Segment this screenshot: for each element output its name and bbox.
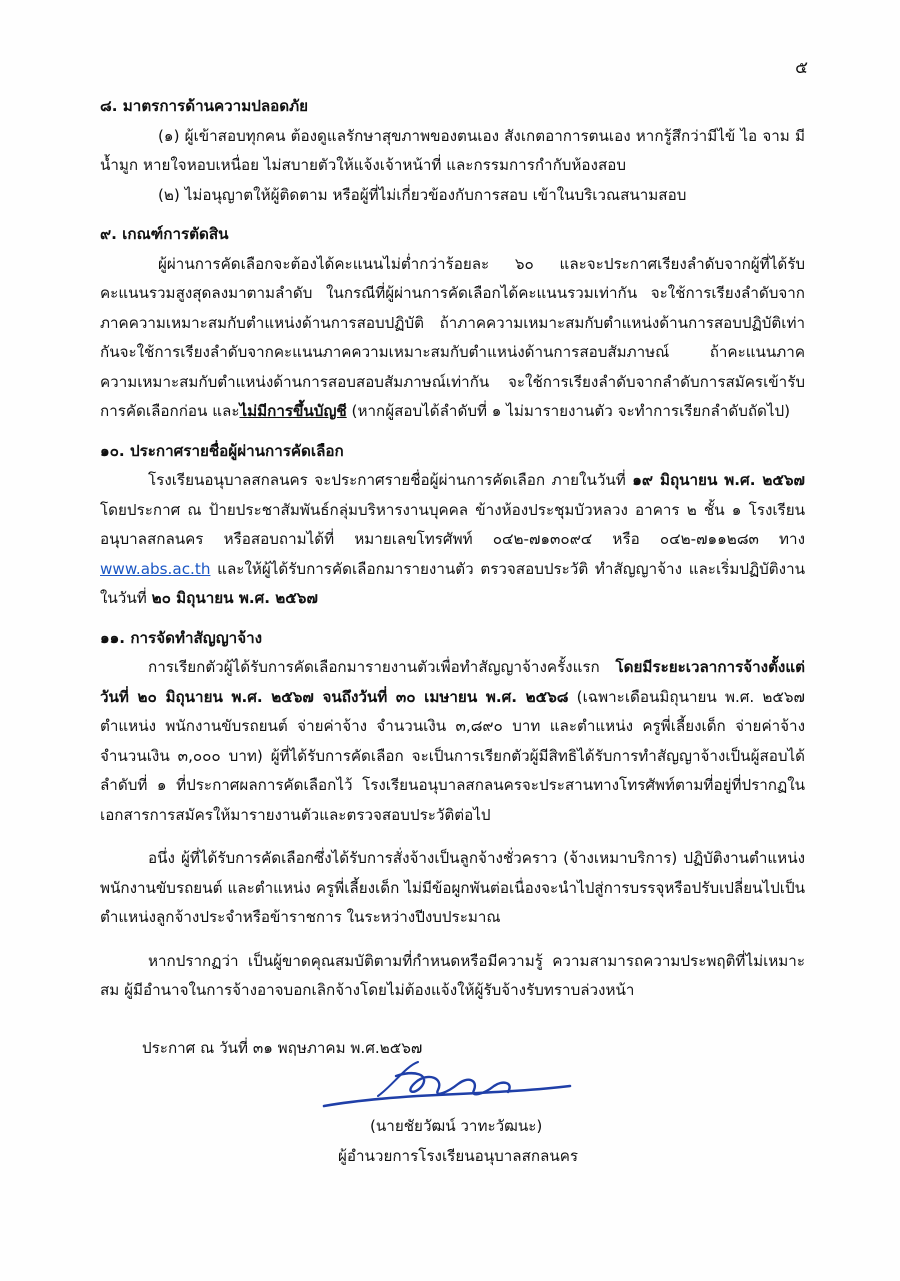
section-9-paragraph bbox=[100, 250, 805, 427]
section-10-text-d: และให้ผู้ได้รับการคัดเลือกมารายงานตัว ตรวจสอบประวัติ ทำสัญญาจ้าง และเริ่มปฏิบัติงานในวันที่ bbox=[100, 559, 805, 607]
page-number: ๕ bbox=[795, 58, 808, 78]
section-11-paragraph-3: หากปรากฏว่า เป็นผู้ขาดคุณสมบัติตามที่กำหนดหรือมีความรู้ ความสามารถความประพฤติที่ไม่เหมาะสม ผู้มีอำนาจในการจ้างอาจบอกเลิกจ้างโดยไม่ต้องแจ้งให้ผู้รับจ้างรับทราบล่วงหน้า bbox=[100, 951, 805, 999]
section-11-heading: ๑๑. การจัดทำสัญญาจ้าง bbox=[100, 628, 263, 647]
section-11-paragraph-2: อนึ่ง ผู้ที่ได้รับการคัดเลือกซึ่งได้รับการสั่งจ้างเป็นลูกจ้างชั่วคราว (จ้างเหมาบริการ) ปฏิบัติงานตำแหน่ง พนักงานขับรถยนต์ และตำแหน่ง ครูพี่เลี้ยงเด็ก ไม่มีข้อผูกพันต่อเนื่องจะนำไปสู่การบรรจุหรือปรับเปลี่ยนไปเป็นตำแหน่งลูกจ้างประจำหรือข้าราชการ ในระหว่างปีงบประมาณ bbox=[100, 849, 805, 926]
section-8-item-1: (๑) ผู้เข้าสอบทุกคน ต้องดูแลรักษาสุขภาพของตนเอง สังเกตอาการตนเอง หากรู้สึกว่ามีไข้ ไอ จาม มีน้ำมูก หายใจหอบเหนื่อย ไม่สบายตัวให้แจ้งเจ้าหน้าที่ และกรรมการกำกับห้องสอบ bbox=[100, 126, 805, 174]
signature-image bbox=[318, 1056, 578, 1120]
section-10-text-a: โรงเรียนอนุบาลสกลนคร จะประกาศรายชื่อผู้ผ่านการคัดเลือก ภายในวันที่ bbox=[148, 471, 633, 489]
document-body bbox=[100, 92, 805, 1063]
section-10-paragraph bbox=[100, 466, 805, 614]
section-10-heading: ๑๐. ประกาศรายชื่อผู้ผ่านการคัดเลือก bbox=[100, 441, 344, 460]
announcement-date: ประกาศ ณ วันที่ ๓๑ พฤษภาคม พ.ศ.๒๕๖๗ bbox=[142, 1038, 423, 1057]
signer-title: ผู้อำนวยการโรงเรียนอนุบาลสกลนคร bbox=[338, 1147, 579, 1165]
section-9-text-tail: (หากผู้สอบได้ลำดับที่ ๑ ไม่มารายงานตัว จะทำการเรียกลำดับถัดไป) bbox=[346, 402, 791, 420]
section-8-item-2: (๒) ไม่อนุญาตให้ผู้ติดตาม หรือผู้ที่ไม่เกี่ยวข้องกับการสอบ เข้าในบริเวณสนามสอบ bbox=[158, 185, 687, 204]
section-11-paragraph-1 bbox=[100, 653, 805, 830]
section-11-text-c: (เฉพาะเดือนมิถุนายน พ.ศ. ๒๕๖๗ ตำแหน่ง พนักงานขับรถยนต์ จ่ายค่าจ้าง จำนวนเงิน ๓,๘๙๐ บาท และตำแหน่ง ครูพี่เลี้ยงเด็ก จ่ายค่าจ้าง จำนวนเงิน ๓,๐๐๐ บาท) ผู้ที่ได้รับการคัดเลือก จะเป็นการเรียกตัวผู้มีสิทธิได้รับการทำสัญญาจ้างเป็นผู้สอบได้ ลำดับที่ ๑ ที่ประกาศผลการคัดเลือกไว้ โรงเรียนอนุบาลสกลนครจะประสานทางโทรศัพท์ตามที่อยู่ที่ปรากฏในเอกสารการสมัครให้มารายงานตัวและตรวจสอบประวัติต่อไป bbox=[100, 687, 805, 824]
section-9-heading: ๙. เกณฑ์การตัดสิน bbox=[100, 225, 229, 243]
no-waitlist-emphasis: ไม่มีการขึ้นบัญชี bbox=[239, 402, 347, 420]
section-9-text: ผู้ผ่านการคัดเลือกจะต้องได้คะแนนไม่ต่ำกว่าร้อยละ ๖๐ และจะประกาศเรียงลำดับจากผู้ที่ได้รับคะแนนรวมสูงสุดลงมาตามลำดับ ในกรณีที่ผู้ผ่านการคัดเลือกได้คะแนนรวมเท่ากัน จะใช้การเรียงลำดับจากภาคความเหมาะสมกับตำแหน่งด้านการสอบปฏิบัติ ถ้าภาคความเหมาะสมกับตำแหน่งด้านการสอบปฏิบัติเท่ากันจะใช้การเรียงลำดับจากคะแนนภาคความเหมาะสมกับตำแหน่งด้านการสอบสัมภาษณ์ ถ้าคะแนนภาคความเหมาะสมกับตำแหน่งด้านการสอบสอบสัมภาษณ์เท่ากัน จะใช้การเรียงลำดับจากลำดับการสมัครเข้ารับการคัดเลือกก่อน และ bbox=[100, 254, 805, 420]
section-10-text-c: โดยประกาศ ณ ป้ายประชาสัมพันธ์กลุ่มบริหารงานบุคคล ข้างห้องประชุมบัวหลวง อาคาร ๒ ชั้น ๑ โรงเรียนอนุบาลสกลนคร หรือสอบถามได้ที่ หมายเลขโทรศัพท์ ๐๔๒-๗๑๓๐๙๔ หรือ ๐๔๒-๗๑๑๒๘๓ ทาง bbox=[100, 500, 805, 548]
start-date-bold: ๒๐ มิถุนายน พ.ศ. ๒๕๖๗ bbox=[151, 589, 318, 607]
signer-name: (นายชัยวัฒน์ วาทะวัฒนะ) bbox=[370, 1117, 543, 1135]
announce-date-bold: ๑๙ มิถุนายน พ.ศ. ๒๕๖๗ bbox=[632, 471, 805, 489]
school-website-link[interactable]: www.abs.ac.th bbox=[100, 559, 211, 578]
contract-period-bold: โดยมีระยะเวลาการจ้างตั้งแต่วันที่ ๒๐ มิถุนายน พ.ศ. ๒๕๖๗ จนถึงวันที่ ๓๐ เมษายน พ.ศ. ๒๕๖๘ bbox=[100, 658, 805, 706]
section-8-heading: ๘. มาตรการด้านความปลอดภัย bbox=[100, 97, 309, 115]
section-11-text-a: การเรียกตัวผู้ได้รับการคัดเลือกมารายงานตัวเพื่อทำสัญญาจ้างครั้งแรก bbox=[148, 658, 616, 676]
